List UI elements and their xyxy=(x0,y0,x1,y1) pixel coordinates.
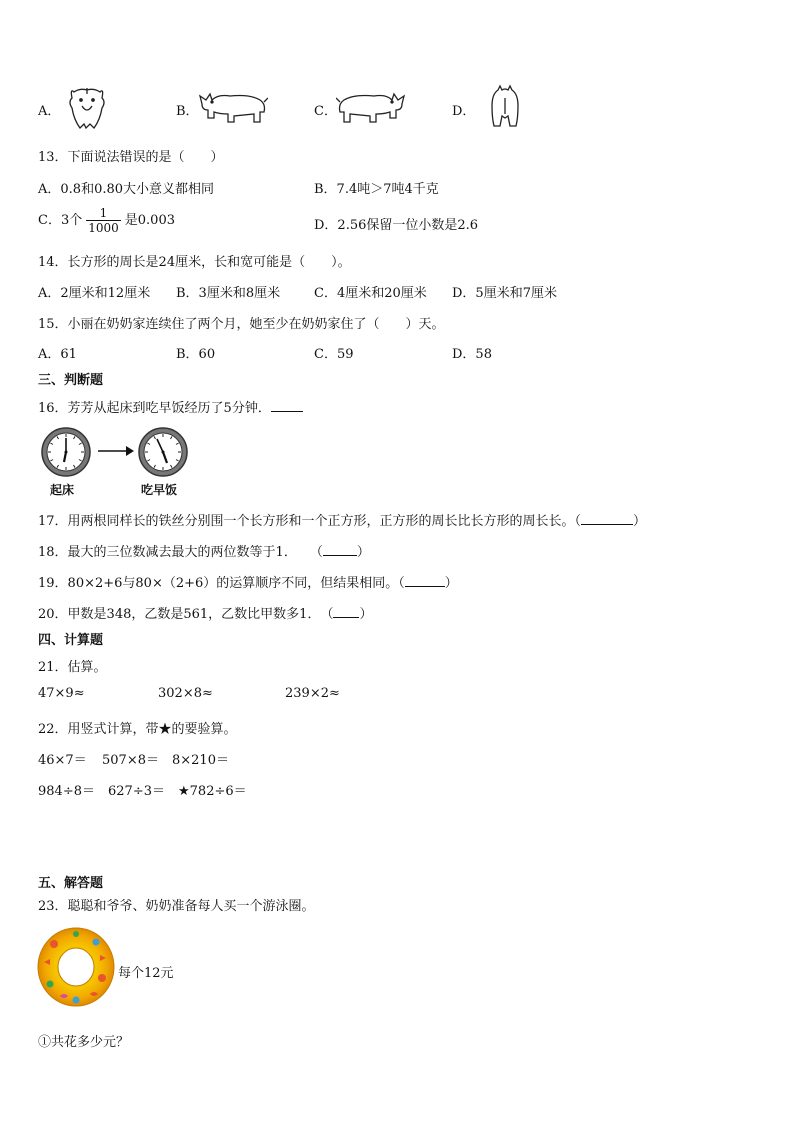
q23-stem: 23．聪聪和爷爷、奶奶准备每人买一个游泳圈。 xyxy=(38,899,315,914)
fraction-denominator: 1000 xyxy=(88,221,119,235)
fraction-numerator: 1 xyxy=(86,206,121,221)
q19-text: 19．80×2+6与80×（2+6）的运算顺序不同，但结果相同。（ xyxy=(38,576,405,591)
q22-item: 984÷8＝ xyxy=(38,784,95,799)
q13-option-b[interactable]: B．7.4吨＞7吨4千克 xyxy=(314,182,439,197)
answer-blank[interactable] xyxy=(333,605,359,618)
answer-blank[interactable] xyxy=(405,574,445,587)
q12-option-d[interactable] xyxy=(452,100,475,119)
option-letter: C． xyxy=(314,104,337,119)
paren-close: ） xyxy=(633,514,647,529)
clock-breakfast-label: 吃早饭 xyxy=(141,483,178,497)
q13-stem: 13．下面说法错误的是（ ） xyxy=(38,150,224,165)
q20-text: 20．甲数是348，乙数是561，乙数比甲数多1． （ xyxy=(38,607,334,622)
q15-stem: 15．小丽在奶奶家连续住了两个月，她至少在奶奶家住了（ ）天。 xyxy=(38,317,445,332)
q15-option-d[interactable]: D．58 xyxy=(452,347,492,362)
fraction xyxy=(86,206,121,235)
option-c-suffix: 是0.003 xyxy=(124,213,175,228)
q14-option-b[interactable]: B．3厘米和8厘米 xyxy=(176,286,281,301)
q15-option-c[interactable]: C．59 xyxy=(314,347,354,362)
q18-text: 18．最大的三位数减去最大的两位数等于1． （ xyxy=(38,545,323,560)
q16-text: 16．芳芳从起床到吃早饭经历了5分钟． xyxy=(38,401,271,416)
q22-item: ★782÷6＝ xyxy=(178,784,247,799)
q21-stem: 21．估算。 xyxy=(38,660,107,675)
q13-option-d[interactable]: D．2.56保留一位小数是2.6 xyxy=(314,218,479,233)
q22-item: 627÷3＝ xyxy=(108,784,165,799)
q14-option-d[interactable]: D．5厘米和7厘米 xyxy=(452,286,557,301)
q22-item: 46×7＝ xyxy=(38,753,87,768)
answer-blank[interactable] xyxy=(323,543,357,556)
q14-option-a[interactable]: A．2厘米和12厘米 xyxy=(38,286,151,301)
section-heading-word-problems: 五、解答题 xyxy=(38,876,104,891)
q20-stem xyxy=(38,603,372,622)
q22-stem: 22．用竖式计算，带★的要验算。 xyxy=(38,722,237,737)
q16-stem xyxy=(38,397,303,416)
q15-option-b[interactable]: B．60 xyxy=(176,347,216,362)
q14-stem: 14．长方形的周长是24厘米，长和宽可能是（ ）。 xyxy=(38,255,351,270)
arrow-right-icon xyxy=(96,444,136,458)
option-c-prefix: C．3个 xyxy=(38,213,83,228)
section-heading-judgement: 三、判断题 xyxy=(38,373,104,388)
option-letter: D． xyxy=(452,104,476,119)
rhino-side-view-right-icon xyxy=(336,88,406,126)
q17-stem xyxy=(38,510,646,529)
answer-blank[interactable] xyxy=(271,399,303,412)
rhino-back-view-icon xyxy=(488,84,522,128)
clock-wake-up-icon xyxy=(40,426,92,478)
clock-breakfast-icon xyxy=(137,426,189,478)
clock-wake-up-label: 起床 xyxy=(50,483,75,497)
rhino-front-view-icon xyxy=(66,84,108,130)
q21-item: 239×2≈ xyxy=(285,686,340,701)
paren-close: ） xyxy=(356,545,370,560)
paren-close: ） xyxy=(359,607,373,622)
option-letter: B． xyxy=(176,104,199,119)
paren-close: ） xyxy=(444,576,458,591)
section-heading-calculation: 四、计算题 xyxy=(38,633,104,648)
answer-blank[interactable] xyxy=(581,512,633,525)
option-letter: A． xyxy=(38,104,61,119)
q13-option-a[interactable]: A．0.8和0.80大小意义都相同 xyxy=(38,182,215,197)
q17-text: 17．用两根同样长的铁丝分别围一个长方形和一个正方形，正方形的周长比长方形的周长长。（ xyxy=(38,514,582,529)
q22-item: 8×210＝ xyxy=(172,753,229,768)
q15-option-a[interactable]: A．61 xyxy=(38,347,77,362)
q23-subquestion-1: ①共花多少元？ xyxy=(38,1035,130,1050)
q19-stem xyxy=(38,572,458,591)
q12-option-a[interactable] xyxy=(38,100,60,119)
swim-ring-icon xyxy=(36,926,116,1008)
q21-item: 47×9≈ xyxy=(38,686,85,701)
q13-option-c[interactable] xyxy=(38,206,175,235)
q14-option-c[interactable]: C．4厘米和20厘米 xyxy=(314,286,427,301)
q12-option-b[interactable] xyxy=(176,100,199,119)
price-label: 每个12元 xyxy=(118,966,174,981)
q12-option-c[interactable] xyxy=(314,100,337,119)
rhino-side-view-left-icon xyxy=(198,88,268,126)
q21-item: 302×8≈ xyxy=(158,686,213,701)
q18-stem xyxy=(38,541,370,560)
q22-item: 507×8＝ xyxy=(102,753,159,768)
